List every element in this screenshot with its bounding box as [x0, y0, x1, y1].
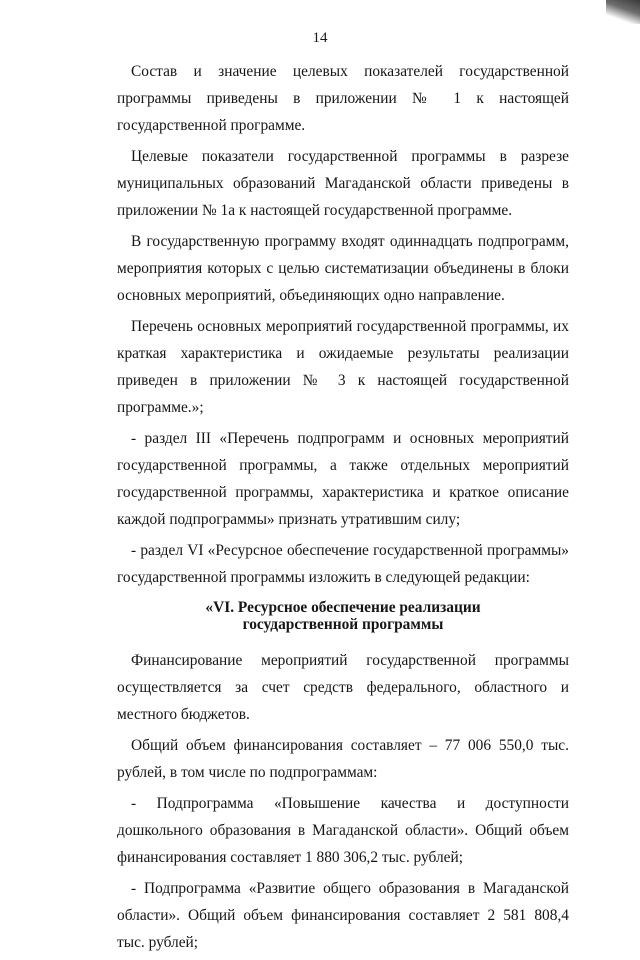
paragraph-general-education-subprogram: - Подпрограмма «Развитие общего образования в Магаданской области». Общий объем финансирования составляет 2 581 808,4 тыс. рублей;	[117, 880, 569, 951]
paragraph-financing-sources: Финансирование мероприятий государственной программы осуществляется за счет средств федерального, областного и местного бюджетов.	[117, 652, 569, 723]
paragraph-target-indicators: Состав и значение целевых показателей государственной программы приведены в приложении № 1 к настоящей государственной программе.	[117, 63, 569, 134]
paragraph-section-vi: - раздел VI «Ресурсное обеспечение государственной программы» государственной программы изложить в следующей редакции:	[117, 542, 569, 586]
scan-corner-shadow	[606, 0, 640, 24]
paragraph-preschool-subprogram: - Подпрограмма «Повышение качества и доступности дошкольного образования в Магаданской области». Общий объем финансирования составляет 1 880 306,2 тыс. рублей;	[117, 795, 569, 866]
paragraph-total-financing: Общий объем финансирования составляет – 77 006 550,0 тыс. рублей, в том числе по подпрограммам:	[117, 737, 569, 781]
paragraph-municipal-indicators: Целевые показатели государственной программы в разрезе муниципальных образований Магаданской области приведены в приложении № 1а к настоящей государственной программе.	[117, 148, 569, 219]
section-heading-line-1: «VI. Ресурсное обеспечение реализации	[205, 599, 481, 616]
section-heading-line-2: государственной программы	[242, 616, 444, 633]
page-number: 14	[312, 30, 328, 46]
document-body	[117, 58, 569, 960]
section-heading	[117, 599, 569, 633]
paragraph-section-iii: - раздел III «Перечень подпрограмм и основных мероприятий государственной программы, а также отдельных мероприятий государственной программы, характеристика и краткое описание каждой подпрограммы» признать утратившим силу;	[117, 430, 569, 528]
paragraph-subprograms: В государственную программу входят одиннадцать подпрограмм, мероприятия которых с целью систематизации объединены в блоки основных мероприятий, объединяющих одно направление.	[117, 233, 569, 304]
paragraph-main-activities: Перечень основных мероприятий государственной программы, их краткая характеристика и ожидаемые результаты реализации приведен в приложении № 3 к настоящей государственной программе.»;	[117, 318, 569, 416]
